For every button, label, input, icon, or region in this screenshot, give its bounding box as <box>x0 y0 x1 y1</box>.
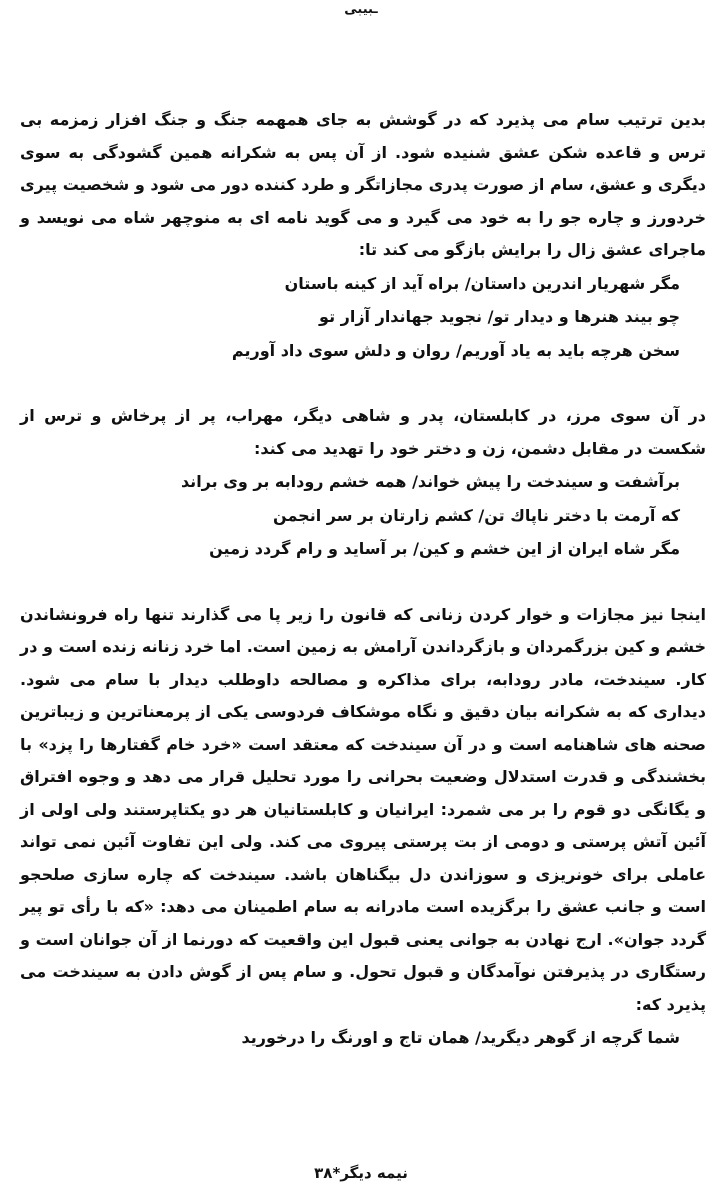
verse-line: که آرمت با دختر ناپاك تن/ کشم زارتان بر سر انجمن <box>273 505 680 525</box>
verse-line: چو بیند هنرها و دیدار تو/ نجوید جهاندار آزار تو <box>319 307 680 326</box>
paragraph-sam-accepts: بدین ترتیب سام می پذیرد که در گوشش به جای همهمه جنگ و جنگ افزار زمزمه بی ترس و قاعده شکن عشق شنیده شود. از آن پس به شکرانه همین گشودگی به سوی دیگری و عشق، سام از صورت پدری مجازاتگر و طرد کننده دور می شود و شخصیت پیری خردورز و چاره جو را به خود می گیرد و می گوید نامه ای به منوچهر شاه می نویسد و ماجرای عشق زال را برایش بازگو می کند تا: <box>20 110 706 259</box>
verse-line: مگر شاه ایران از این خشم و کین/ بر آساید و رام گردد زمین <box>209 539 680 558</box>
paragraph-sindokht-wisdom: اینجا نیز مجازات و خوار کردن زنانی که قانون را زیر پا می گذارند تنها راه فرونشاندن خشم و کین بزرگمردان و بازگرداندن آرامش به زمین است. اما خرد زنانه زنده است و در کار. سیندخت، مادر رودابه، برای مذاکره و مصالحه داوطلب دیدار با سام می شود. دیداری که به شکرانه بیان دقیق و نگاه موشکاف فردوسی یکی از پرمعناترین و زیباترین صحنه های شاهنامه است و در آن سیندخت که معتقد است «خرد خام گفتارها را پزد» با بخشندگی و قدرت استدلال وضعیت بحرانی را مورد تحلیل قرار می دهد و وجوه افتراق و یگانگی دو قوم را بر می شمرد: ایرانیان و کابلستانیان هر دو یکتاپرستند ولی اولی از آئین آتش پرستی و دومی از بت پرستی پیروی می کند. ولی این تفاوت آئین نمی تواند عاملی برای خونریزی و سوزاندن دل بیگناهان باشد. سیندخت که چاره سازی صلحجو است و جانب عشق را برگزیده است مادرانه به سام اطمینان می دهد: «که با رأی تو پیر گردد جوان». ارج نهادن به جوانی یعنی قبول این واقعیت که دورنما از آن جوانان است و رستگاری در پذیرفتن نوآمدگان و قبول تحول. و سام پس از گوش دادن به سیندخت می پذیرد که: <box>20 604 706 1014</box>
page-header-mark: ـبیبی <box>344 2 378 17</box>
verse-line: سخن هرچه باید به یاد آوریم/ روان و دلش سوی داد آوریم <box>231 340 680 360</box>
verse-line: برآشفت و سیندخت را پیش خواند/ همه خشم رودابه بر وی براند <box>180 472 680 491</box>
paragraph-mehrab-threat: در آن سوی مرز، در کابلستان، پدر و شاهی دیگر، مهراب، پر از پرخاش و ترس از شکست در مقابل دشمن، زن و دختر خود را تهدید می کند: <box>20 406 706 458</box>
page-footer-number: نیمه دیگر*۳۸ <box>314 1164 408 1182</box>
verse-line: مگر شهریار اندرین داستان/ براه آید از کینه باستان <box>284 273 680 293</box>
paragraph-spacer <box>20 367 706 400</box>
verse-line: شما گرچه از گوهر دیگرید/ همان تاج و اورنگ را درخورید <box>241 1028 680 1047</box>
paragraph-spacer <box>20 566 706 599</box>
article-body <box>20 104 706 1055</box>
